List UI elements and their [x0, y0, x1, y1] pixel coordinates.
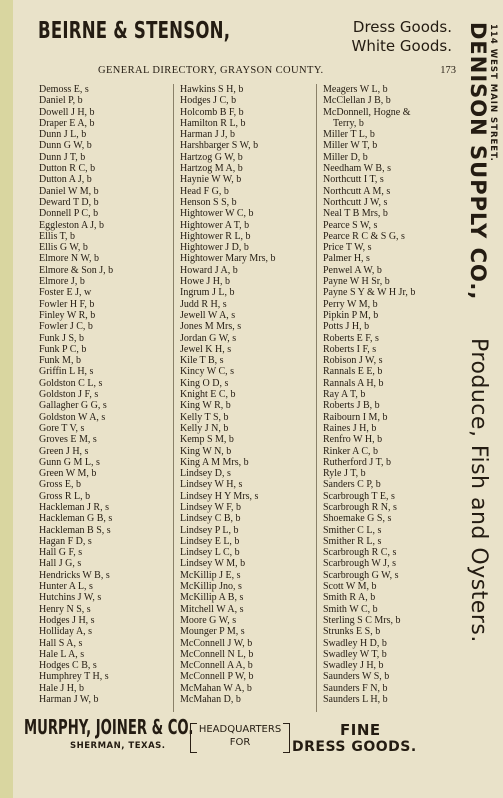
directory-entry: Head F G, b [180, 185, 229, 197]
directory-entry: Holcomb B F, b [180, 106, 244, 118]
directory-entry: Hendricks W B, s [39, 569, 110, 581]
directory-entry: Potts J H, b [323, 321, 370, 333]
directory-entry: Kincy W C, s [180, 366, 235, 378]
bottom-ad-headquarters [190, 723, 290, 751]
directory-entry: Saunders F N, b [323, 682, 388, 694]
page-header [20, 65, 460, 81]
page-number: 173 [440, 65, 456, 76]
directory-entry: Smith W C, b [323, 603, 378, 615]
directory-entry: Saunders L H, b [323, 694, 388, 706]
directory-entry: Hodges J H, s [39, 614, 95, 626]
directory-entry: Kelly T S, b [180, 411, 229, 423]
directory-entry: Lindsey W H, s [180, 479, 243, 491]
page-edge-strip [0, 0, 13, 798]
bottom-ad-firm: MURPHY, JOINER & CO. [24, 715, 194, 739]
directory-entry: Daniel P, b [39, 95, 83, 107]
directory-entry: Hawkins S H, b [180, 84, 244, 95]
directory-entry: Hamilton R L, b [180, 117, 246, 129]
directory-entry: Howe J H, b [180, 276, 230, 288]
directory-entry: Jewel K H, s [180, 343, 232, 355]
directory-entry: Rutherford J T, b [323, 456, 391, 468]
directory-entry: Mitchell W A, s [180, 603, 244, 615]
directory-entry: Funk P C, b [39, 343, 87, 355]
directory-entry: Groves E M, s [39, 434, 97, 446]
directory-entry: Funk M, b [39, 355, 81, 367]
directory-entry: Lindsey P L, b [180, 524, 239, 536]
directory-entry: Terry, b [333, 117, 364, 129]
directory-entry: Pipkin P M, b [323, 309, 379, 321]
directory-entry: Ingrum J L, b [180, 287, 235, 299]
directory-entry: Green J H, s [39, 445, 89, 457]
directory-entry: Green W M, b [39, 468, 97, 480]
directory-entry: Hartzog M A, b [180, 163, 243, 175]
directory-entry: Scarbrough W J, s [323, 558, 396, 570]
directory-entry: McMahan W A, b [180, 682, 252, 694]
directory-entry: Jones M Mrs, s [180, 321, 242, 333]
directory-entry: Renfro W H, b [323, 434, 383, 446]
directory-entry: Rannals E E, b [323, 366, 383, 378]
directory-entry: Saunders W S, b [323, 671, 390, 683]
directory-entry: Northcutt A M, s [323, 185, 391, 197]
directory-entry: Deward T D, b [39, 196, 99, 208]
directory-entry: Howard J A, b [180, 264, 238, 276]
directory-entry: Strunks E S, b [323, 626, 381, 638]
directory-entry: Henson S S, b [180, 196, 237, 208]
directory-entry: Kile T B, s [180, 355, 224, 367]
directory-entry: Lindsey L C, b [180, 547, 240, 559]
directory-entry: Goldston C L, s [39, 377, 103, 389]
directory-entry: Hale J H, b [39, 682, 84, 694]
directory-entry: Smither R L, s [323, 535, 382, 547]
directory-entry: Gore T V, s [39, 422, 85, 434]
directory-entry: McDonnell, Hogne & [323, 106, 411, 118]
directory-entry: Daniel W M, b [39, 185, 99, 197]
directory-entry: Foster E J, w [39, 287, 92, 299]
page-title: GENERAL DIRECTORY, GRAYSON COUNTY. [98, 65, 324, 76]
directory-entry: Sanders C P, b [323, 479, 381, 491]
directory-entry: McConnell N L, b [180, 648, 254, 660]
directory-entry: Ray A T, b [323, 389, 366, 401]
directory-entry: Payne W H Sr, b [323, 276, 390, 288]
directory-entry: Hall S A, s [39, 637, 83, 649]
side-ad-address: 114 WEST MAIN STREET. [488, 24, 498, 162]
directory-entry: McConnell A A, b [180, 660, 253, 672]
directory-entry: Hale L A, s [39, 648, 85, 660]
directory-entry: Dutton A J, b [39, 174, 92, 186]
directory-entry: Hagan F D, s [39, 535, 92, 547]
directory-entry: Roberts E F, s [323, 332, 379, 344]
directory-entry: Swadley H D, b [323, 637, 387, 649]
directory-entry: Harshbarger S W, b [180, 140, 259, 152]
directory-entry: King O D, s [180, 377, 229, 389]
directory-entry: Rannals A H, b [323, 377, 384, 389]
directory-entry: Elmore J, b [39, 276, 85, 288]
directory-entry: Gallagher G G, s [39, 400, 107, 412]
directory-entry: Lindsey H Y Mrs, s [180, 490, 259, 502]
directory-entry: Hunter A L, s [39, 581, 93, 593]
directory-entry: Sterling S C Mrs, b [323, 614, 401, 626]
directory-entry: Scarbrough G W, s [323, 569, 399, 581]
directory-entry: Finley W R, b [39, 309, 96, 321]
directory-entry: Needham W B, s [323, 163, 391, 175]
directory-entry: McKillip Jno, s [180, 581, 242, 593]
directory-entry: Hall J G, s [39, 558, 82, 570]
directory-entry: Moore G W, s [180, 614, 237, 626]
directory-entry: Scott W M, b [323, 581, 377, 593]
directory-entry: Pearce R C & S G, s [323, 230, 405, 242]
side-ad-goods: Produce, Fish and Oysters. [466, 338, 491, 643]
directory-entry: Kelly J N, b [180, 422, 229, 434]
directory-entry: Fowler J C, b [39, 321, 93, 333]
directory-entry: Demoss E, s [39, 84, 89, 95]
directory-entry: Penwel A W, b [323, 264, 382, 276]
directory-entry: Hightower J D, b [180, 242, 249, 254]
directory-entry: Dutton R C, b [39, 163, 96, 175]
directory-entry: Kemp S M, b [180, 434, 234, 446]
directory-entry: Holliday A, s [39, 626, 93, 638]
directory-entry: Raines J H, b [323, 422, 377, 434]
directory-entry: Hodges J C, b [180, 95, 237, 107]
top-advertisement [20, 16, 452, 60]
directory-entry: Hightower R L, b [180, 230, 251, 242]
directory-entry: King W R, b [180, 400, 231, 412]
directory-entry: Hackleman G B, s [39, 513, 113, 525]
directory-column-3 [316, 84, 457, 712]
directory-column-1 [36, 84, 170, 712]
directory-entry: Shoemake G S, s [323, 513, 392, 525]
directory-entry: Ryle J T, b [323, 468, 366, 480]
directory-entry: Jewell W A, s [180, 309, 236, 321]
directory-entry: Pearce S W, s [323, 219, 378, 231]
directory-entry: Hightower Mary Mrs, b [180, 253, 276, 265]
directory-entry: Miller T L, b [323, 129, 375, 141]
bottom-ad-city: SHERMAN, TEXAS. [70, 741, 166, 751]
directory-entry: McClellan J B, b [323, 95, 391, 107]
directory-entry: Smith R A, b [323, 592, 376, 604]
directory-entry: Payne S Y & W H Jr, b [323, 287, 416, 299]
bottom-ad-hq-line1: HEADQUARTERS [198, 724, 282, 735]
directory-entry: King A M Mrs, b [180, 456, 249, 468]
directory-entry: Hightower A T, b [180, 219, 250, 231]
directory-entry: Perry W M, b [323, 298, 378, 310]
directory-entry: Neal T B Mrs, b [323, 208, 388, 220]
directory-entry: Elmore & Son J, b [39, 264, 114, 276]
directory-entry: Palmer H, s [323, 253, 370, 265]
top-ad-line1: Dress Goods. [352, 18, 452, 36]
directory-entry: Humphrey T H, s [39, 671, 109, 683]
directory-entry: Hightower W C, b [180, 208, 254, 220]
directory-entry: Dunn G W, b [39, 140, 92, 152]
directory-entry: Hackleman J R, s [39, 501, 109, 513]
directory-entry: Ellis T, b [39, 230, 76, 242]
top-ad-line2: White Goods. [351, 37, 452, 55]
directory-entry: Miller D, b [323, 151, 368, 163]
directory-entry: Funk J S, b [39, 332, 85, 344]
top-ad-firm: BEIRNE & STENSON, [38, 18, 231, 44]
directory-entry: Northcutt J W, s [323, 196, 388, 208]
directory-entry: Gross R L, b [39, 490, 91, 502]
directory-entry: Smither C L, s [323, 524, 382, 536]
directory-entry: Dunn J T, b [39, 151, 86, 163]
directory-entry: Roberts I F, s [323, 343, 377, 355]
directory-column-2 [173, 84, 314, 712]
directory-entry: Robison J W, s [323, 355, 383, 367]
bottom-advertisement [22, 713, 452, 761]
directory-entry: Lindsey D, s [180, 468, 231, 480]
directory-entry: Lindsey C B, b [180, 513, 241, 525]
directory-entry: Hartzog G W, b [180, 151, 243, 163]
bottom-ad-dress-goods: DRESS GOODS. [292, 739, 417, 755]
directory-entry: Judd R H, s [180, 298, 227, 310]
directory-entry: Scarbrough R N, s [323, 501, 397, 513]
directory-entry: McKillip J E, s [180, 569, 241, 581]
directory-entry: Scarbrough T E, s [323, 490, 395, 502]
directory-entry: Harman J W, b [39, 694, 99, 706]
directory-entry: Hackleman B S, s [39, 524, 111, 536]
directory-entry: Hutchins J W, s [39, 592, 102, 604]
directory-entry: Knight E C, b [180, 389, 236, 401]
directory-entry: Jordan G W, s [180, 332, 237, 344]
directory-entry: King W N, b [180, 445, 232, 457]
directory-entry: Goldston W A, s [39, 411, 106, 423]
directory-entry: McConnell J W, b [180, 637, 253, 649]
directory-entry: Price T W, s [323, 242, 372, 254]
directory-entry: Scarbrough R C, s [323, 547, 397, 559]
directory-entry: Griffin L H, s [39, 366, 94, 378]
directory-entry: Swadley W T, b [323, 648, 387, 660]
directory-entry: Mounger P M, s [180, 626, 245, 638]
directory-entry: Draper E A, b [39, 117, 95, 129]
directory-entry: Goldston J F, s [39, 389, 99, 401]
directory-entry: McConnell P W, b [180, 671, 254, 683]
directory-entry: Rinker A C, b [323, 445, 379, 457]
directory-entry: Lindsey W F, b [180, 501, 242, 513]
directory-entry: Gross E, b [39, 479, 81, 491]
directory-entry: Northcutt I T, s [323, 174, 384, 186]
side-ad-name: DENISON SUPPLY CO., [466, 22, 490, 301]
directory-entry: Dowell J H, b [39, 106, 95, 118]
directory-entry: Ellis G W, b [39, 242, 88, 254]
directory-entry: Lindsey E L, b [180, 535, 240, 547]
bottom-ad-fine: FINE [340, 721, 381, 739]
directory-entry: Gunn G M L, s [39, 456, 100, 468]
directory-entry: Fowler H F, b [39, 298, 95, 310]
directory-entry: McMahan D, b [180, 694, 241, 706]
directory-entry: Eggleston A J, b [39, 219, 105, 231]
directory-entry: Hodges C B, s [39, 660, 97, 672]
directory-entry: Elmore N W, b [39, 253, 99, 265]
directory-entry: Haynie W W, b [180, 174, 242, 186]
directory-entry: Hall G F, s [39, 547, 83, 559]
directory-listing [36, 84, 456, 712]
directory-entry: Dunn J L, b [39, 129, 87, 141]
directory-entry: Raibourn I M, b [323, 411, 388, 423]
directory-entry: Henry N S, s [39, 603, 91, 615]
directory-entry: Swadley J H, b [323, 660, 384, 672]
bottom-ad-hq-line2: FOR [229, 737, 251, 748]
directory-entry: Harman J J, b [180, 129, 235, 141]
side-advertisement [462, 20, 498, 780]
directory-entry: McKillip A B, s [180, 592, 244, 604]
directory-entry: Meagers W L, b [323, 84, 388, 95]
directory-entry: Donnell P C, b [39, 208, 99, 220]
directory-entry: Roberts J B, b [323, 400, 380, 412]
directory-entry: Lindsey W M, b [180, 558, 246, 570]
directory-entry: Miller W T, b [323, 140, 378, 152]
